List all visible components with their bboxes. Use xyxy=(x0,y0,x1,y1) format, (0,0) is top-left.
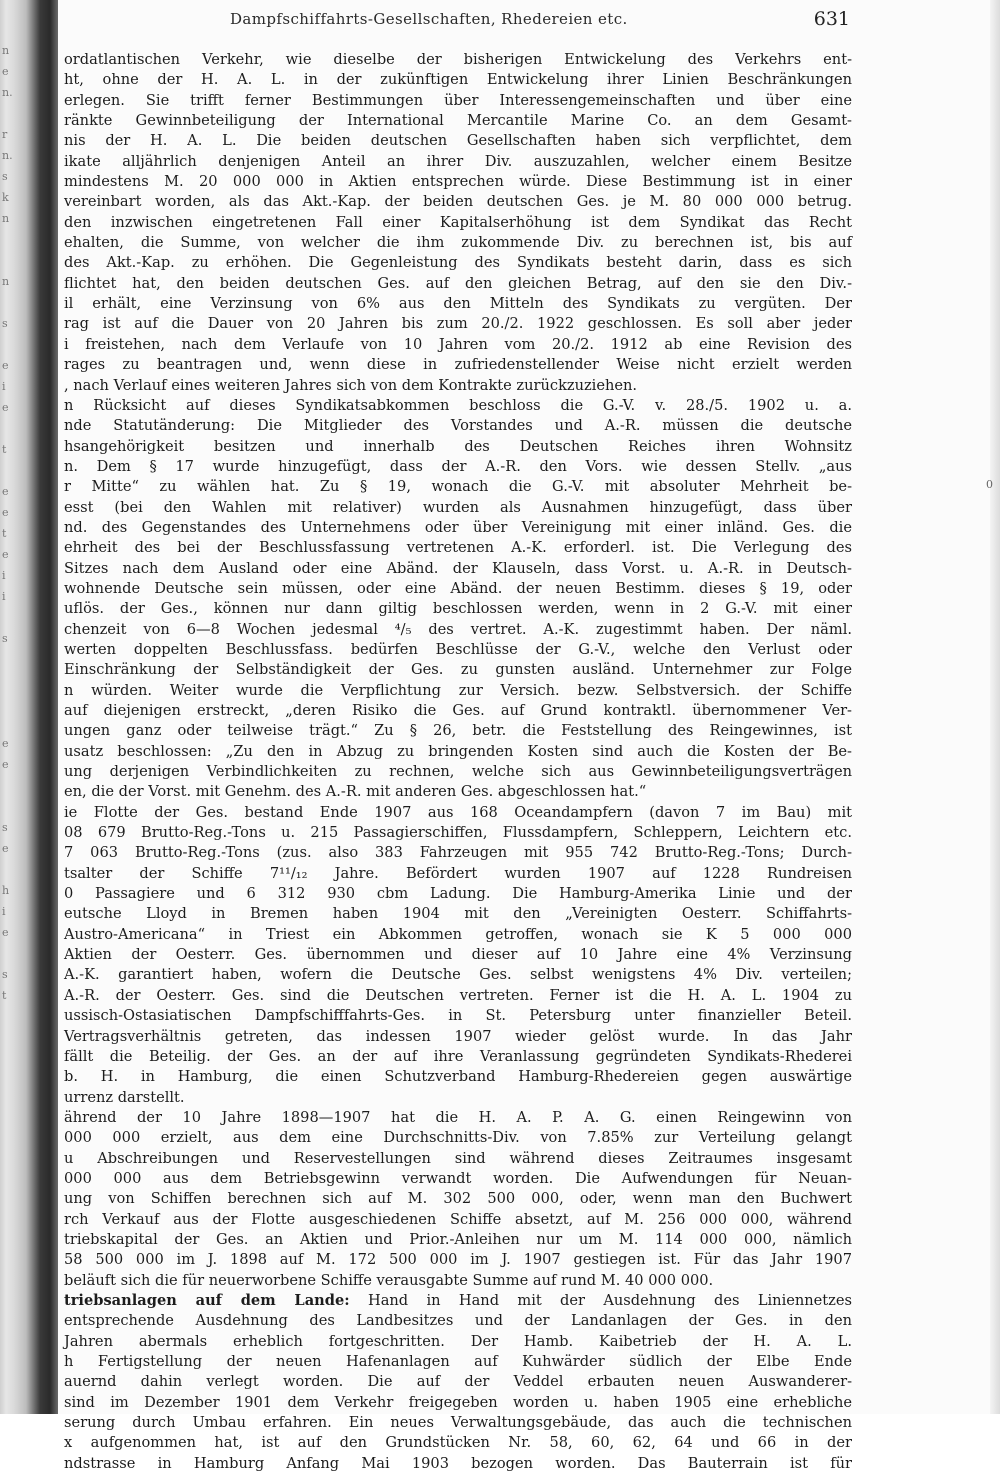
text-line: 000 000 aus dem Betriebsgewinn verwandt worden. Die Aufwendungen für Neuan- xyxy=(64,1169,852,1187)
text-line: beläuft sich die für neuerworbene Schiffe verausgabte Summe auf rund M. 40 000 000. xyxy=(64,1271,714,1289)
text-line: sind im Dezember 1901 dem Verkehr freigegeben worden u. haben 1905 eine erhebliche xyxy=(64,1393,852,1411)
text-line: werten doppelten Beschlussfass. bedürfen Beschlüsse der G.-V., welche den Verlust oder xyxy=(64,640,852,658)
page-number: 631 xyxy=(813,8,850,30)
text-line: ung derjenigen Verbindlichkeiten zu rechnen, welche sich aus Gewinnbeteiligungsverträgen xyxy=(64,763,852,781)
text-line: i freistehen, nach dem Verlaufe von 10 Jahren vom 20./2. 1912 ab eine Revision des xyxy=(64,335,852,353)
text-line: triebskapital der Ges. an Aktien und Prior.-Anleihen nur um M. 114 000 000, nämlich xyxy=(64,1230,852,1248)
text-line: fällt die Beteilig. der Ges. an der auf ihre Veranlassung gegründeten Syndikats-Rhederei xyxy=(64,1047,852,1065)
text-line: urrenz darstellt. xyxy=(64,1088,185,1106)
text-line: usatz beschlossen: „Zu den in Abzug zu bringenden Kosten sind auch die Kosten der Be- xyxy=(64,742,852,760)
text-line: ndstrasse in Hamburg Anfang Mai 1903 bezogen worden. Das Bauterrain ist für xyxy=(64,1454,852,1472)
text-line: r Mitte“ zu wählen hat. Zu § 19, wonach die G.-V. mit absoluter Mehrheit be- xyxy=(64,478,852,496)
page-right-edge xyxy=(990,0,1000,1414)
text-line: n würden. Weiter wurde die Verpflichtung zur Versich. bezw. Selbstversich. der Schiffe xyxy=(64,681,852,699)
text-line: Vertragsverhältnis getreten, das indessen 1907 wieder gelöst wurde. In das Jahr xyxy=(64,1027,852,1045)
text-line: A.-K. garantiert haben, wofern die Deutsche Ges. selbst wenigstens 4% Div. verteilen; xyxy=(64,966,852,984)
text-line: n. Dem § 17 wurde hinzugefügt, dass der A.-R. den Vors. wie dessen Stellv. „aus xyxy=(64,457,852,475)
text-line: n Rücksicht auf dieses Syndikatsabkommen beschloss die G.-V. v. 28./5. 1902 u. a. xyxy=(64,396,852,414)
text-line: 0 Passagiere und 6 312 930 cbm Ladung. Die Hamburg-Amerika Linie und der xyxy=(64,885,852,903)
text-line: b. H. in Hamburg, die einen Schutzverband Hamburg-Rhedereien gegen auswärtige xyxy=(64,1068,852,1086)
gutter-bleed-text: n e n. r n. s k n n s e i e t e e t e i i s e e s e h i e s t xyxy=(2,44,13,1002)
text-line: ährend der 10 Jahre 1898—1907 hat die H. A. P. A. G. einen Reingewinn von xyxy=(64,1108,852,1126)
text-line: ikate alljährlich denjenigen Anteil an ihrer Div. auszuzahlen, welcher einem Besitze xyxy=(64,152,852,170)
text-line: ehalten, die Summe, von welcher die ihm zukommende Div. zu berechnen ist, bis auf xyxy=(64,234,852,252)
text-line: ordatlantischen Verkehr, wie dieselbe der bisherigen Entwickelung des Verkehrs ent- xyxy=(64,51,852,68)
text-line: flichtet hat, den beiden deutschen Ges. auf den gleichen Betrag, auf den sie den Div.- xyxy=(64,274,852,292)
text-line: den inzwischen eingetretenen Fall einer Kapitalserhöhung ist dem Syndikat das Recht xyxy=(64,213,852,231)
text-line: tsalter der Schiffe 7¹¹/₁₂ Jahre. Befördert wurden 1907 auf 1228 Rundreisen xyxy=(64,864,852,882)
margin-mark: 0 xyxy=(986,478,993,491)
text-line: 000 000 erzielt, aus dem eine Durchschnitts-Div. von 7.85% zur Verteilung gelangt xyxy=(64,1129,852,1147)
text-line: en, die der Vorst. mit Genehm. des A.-R. mit anderen Ges. abgeschlossen hat.“ xyxy=(64,783,647,801)
text-line: entsprechende Ausdehnung des Landbesitzes und der Landanlagen der Ges. in den xyxy=(64,1312,852,1330)
text-line: rch Verkauf aus der Flotte ausgeschiedenen Schiffe absetzt, auf M. 256 000 000, während xyxy=(64,1210,852,1228)
text-line: ungen ganz oder teilweise trägt.“ Zu § 26, betr. die Feststellung des Reingewinnes, ist xyxy=(64,722,852,740)
text-line: ränkte Gewinnbeteiligung der International Mercantile Marine Co. an dem Gesamt- xyxy=(64,112,852,130)
running-head: Dampfschiffahrts-Gesellschaften, Rhedereien etc. xyxy=(230,10,628,28)
text-line: triebsanlagen auf dem Lande: Hand in Hand mit der Ausdehnung des Liniennetzes xyxy=(64,1291,852,1309)
text-line: Austro-Americana“ in Triest ein Abkommen getroffen, wonach sie K 5 000 000 xyxy=(64,925,852,943)
text-line: u Abschreibungen und Reservestellungen sind während dieses Zeitraumes insgesamt xyxy=(64,1149,852,1167)
text-line: A.-R. der Oesterr. Ges. sind die Deutschen vertreten. Ferner ist die H. A. L. 1904 zu xyxy=(64,986,852,1004)
text-line: vereinbart worden, als das Akt.-Kap. der beiden deutschen Ges. je M. 80 000 000 betrug. xyxy=(64,193,852,211)
text-line: nde Statutänderung: Die Mitglieder des Vorstandes und A.-R. müssen die deutsche xyxy=(64,417,852,435)
text-line: ht, ohne der H. A. L. in der zukünftigen Entwickelung ihrer Linien Beschränkungen xyxy=(64,71,852,89)
text-line: des Akt.-Kap. zu erhöhen. Die Gegenleistung des Syndikats besteht darin, dass es sich xyxy=(64,254,852,272)
text-line: eutsche Lloyd in Bremen haben 1904 mit den „Vereinigten Oesterr. Schiffahrts- xyxy=(64,905,852,923)
text-line: rag ist auf die Dauer von 20 Jahren bis zum 20./2. 1922 geschlossen. Es soll aber jeder xyxy=(64,315,852,333)
text-line: x aufgenommen hat, ist auf den Grundstücken Nr. 58, 60, 62, 64 und 66 in der xyxy=(64,1434,852,1452)
text-line: uflös. der Ges., können nur dann giltig beschlossen werden, wenn in 2 G.-V. mit einer xyxy=(64,600,852,618)
page-header xyxy=(230,6,850,36)
text-line: 7 063 Brutto-Reg.-Tons (zus. also 383 Fahrzeugen mit 955 742 Brutto-Reg.-Tons; Durch- xyxy=(64,844,852,862)
text-line: ussisch-Ostasiatischen Dampfschifffahrts-Ges. in St. Petersburg unter finanzieller Beteil. xyxy=(64,1007,852,1025)
text-line: serung durch Umbau erfahren. Ein neues Verwaltungsgebäude, das auch die technischen xyxy=(64,1414,852,1432)
text-line: h Fertigstellung der neuen Hafenanlagen auf Kuhwärder südlich der Elbe Ende xyxy=(64,1353,852,1370)
text-line: esst (bei den Wahlen mit relativer) wurden als Ausnahmen hinzugefügt, dass über xyxy=(64,498,852,516)
text-line: auernd dahin verlegt worden. Die auf der Veddel erbauten neuen Auswanderer- xyxy=(64,1373,852,1391)
text-line: Einschränkung der Selbständigkeit der Ges. zu gunsten ausländ. Unternehmer zur Folge xyxy=(64,661,852,679)
text-line: chenzeit von 6—8 Wochen jedesmal ⁴/₅ des vertret. A.-K. zugestimmt haben. Der näml. xyxy=(64,620,852,638)
text-line: nis der H. A. L. Die beiden deutschen Gesellschaften haben sich verpflichtet, dem xyxy=(64,132,852,150)
text-line: wohnende Deutsche sein müssen, oder eine Abänd. der neuen Bestimm. dieses § 19, oder xyxy=(64,579,852,597)
text-line: il erhält, eine Verzinsung von 6% aus den Mitteln des Syndikats zu vergüten. Der xyxy=(64,295,852,313)
text-line: rages zu beantragen und, wenn diese in zufriedenstellender Weise nicht erzielt werden xyxy=(64,356,852,374)
text-line: mindestens M. 20 000 000 in Aktien entsprechen würde. Diese Bestimmung ist in einer xyxy=(64,173,852,191)
section-heading: triebsanlagen auf dem Lande: xyxy=(64,1291,350,1309)
text-line: hsangehörigkeit besitzen und innerhalb des Deutschen Reiches ihren Wohnsitz xyxy=(64,437,852,455)
text-line: 58 500 000 im J. 1898 auf M. 172 500 000 im J. 1907 gestiegen ist. Für das Jahr 1907 xyxy=(64,1251,852,1269)
text-line: erlegen. Sie trifft ferner Bestimmungen über Interessengemeinschaften und über eine xyxy=(64,91,852,109)
text-line: Aktien der Oesterr. Ges. übernommen und dieser auf 10 Jahre eine 4% Verzinsung xyxy=(64,946,852,964)
text-line: , nach Verlauf eines weiteren Jahres sich von dem Kontrakte zurückzuziehen. xyxy=(64,376,638,394)
body-text xyxy=(64,50,852,1472)
text-line: 08 679 Brutto-Reg.-Tons u. 215 Passagierschiffen, Flussdampfern, Schleppern, Leichtern etc. xyxy=(64,824,852,842)
text-line: auf diejenigen erstreckt, „deren Risiko die Ges. auf Grund kontraktl. übernommener Ver- xyxy=(64,702,852,719)
text-line: ung von Schiffen berechnen sich auf M. 302 500 000, oder, wenn man den Buchwert xyxy=(64,1190,852,1208)
text-line: Sitzes nach dem Ausland oder eine Abänd. der Klauseln, dass Vorst. u. A.-R. in Deutsch- xyxy=(64,559,852,577)
text-line: Jahren abermals erheblich fortgeschritten. Der Hamb. Kaibetrieb der H. A. L. xyxy=(64,1332,852,1350)
text-line: nd. des Gegenstandes des Unternehmens oder über Vereinigung mit einer inländ. Ges. die xyxy=(64,518,852,536)
text-line: ehrheit des bei der Beschlussfassung vertretenen A.-K. erforderl. ist. Die Verlegung des xyxy=(64,539,852,557)
text-line: ie Flotte der Ges. bestand Ende 1907 aus 168 Oceandampfern (davon 7 im Bau) mit xyxy=(64,803,852,821)
